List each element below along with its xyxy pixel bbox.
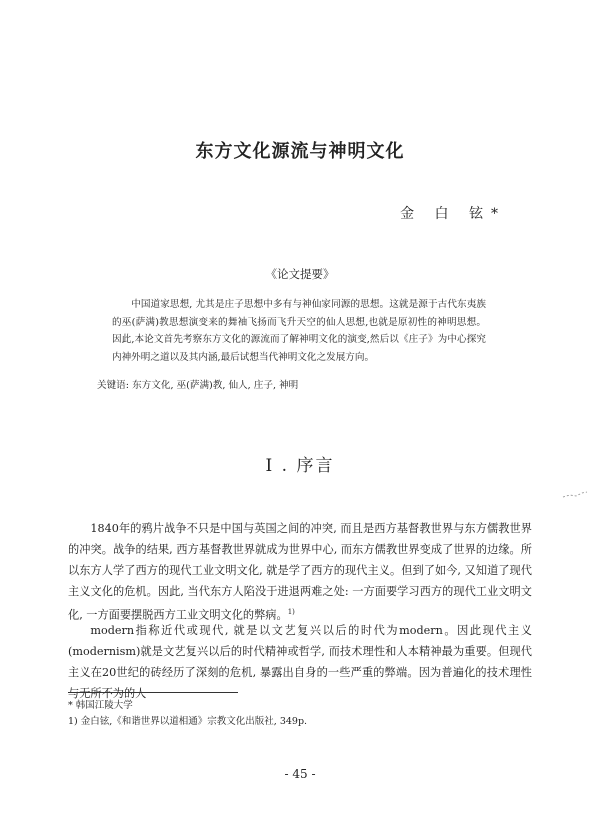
author-name: 金 白 铉*	[400, 206, 506, 222]
abstract-heading: 《论文提要》	[265, 267, 335, 281]
body-paragraph-1	[68, 518, 532, 626]
keywords-line: 关键语: 东方文化, 巫(萨满)教, 仙人, 庄子, 神明	[97, 380, 299, 391]
scan-speck	[562, 489, 588, 499]
section-heading: I . 序言	[265, 456, 335, 476]
footnote-1: 1) 金白铉,《和谐世界以道相通》宗教文化出版社, 349p.	[68, 716, 308, 727]
abstract-body: 中国道家思想, 尤其是庄子思想中多有与神仙家同源的思想。这就是源于古代东夷族的巫(萨满)教思想演变来的舞袖飞扬而飞升天空的仙人思想,也就是原初性的神明思想。因此,本论文首先考察东方文化的源流而了解神明文化的演变,然后以《庄子》为中心探究内神外明之道以及其内涵,最后试想当代神明文化之发展方向。	[112, 299, 486, 363]
page-number: - 45 -	[284, 767, 316, 781]
paper-title: 东方文化源流与神明文化	[195, 141, 405, 162]
body-paragraph-2: modern指称近代或现代, 就是以文艺复兴以后的时代为modern。因此现代主义(modernism)就是文艺复兴以后的时代精神或哲学, 而技术理性和人本精神最为重要。但现代主义在20世纪的砖经历了深刻的危机, 暴露出自身的一些严重的弊端。因为普遍化的技术理性与无所不为的人	[68, 624, 532, 700]
footnote-ref-1: 1)	[287, 608, 295, 616]
paragraph-1-text: 1840年的鸦片战争不只是中国与英国之间的冲突, 而且是西方基督教世界与东方儒教世界的冲突。战争的结果, 西方基督教世界就成为世界中心, 而东方儒教世界变成了世界的边缘。所以东方人学了西方的现代工业文明文化, 就是学了西方的现代主义。但到了如今, 又知道了现代主义文化的危机。因此, 当代东方人陷没于进退两难之处: 一方面要学习西方的现代工业文明文化, 一方面要摆脱西方工业文明文化的弊病。	[68, 522, 532, 622]
footnote-divider	[68, 692, 238, 693]
footnote-affiliation: * 韩国江陵大学	[68, 700, 133, 711]
